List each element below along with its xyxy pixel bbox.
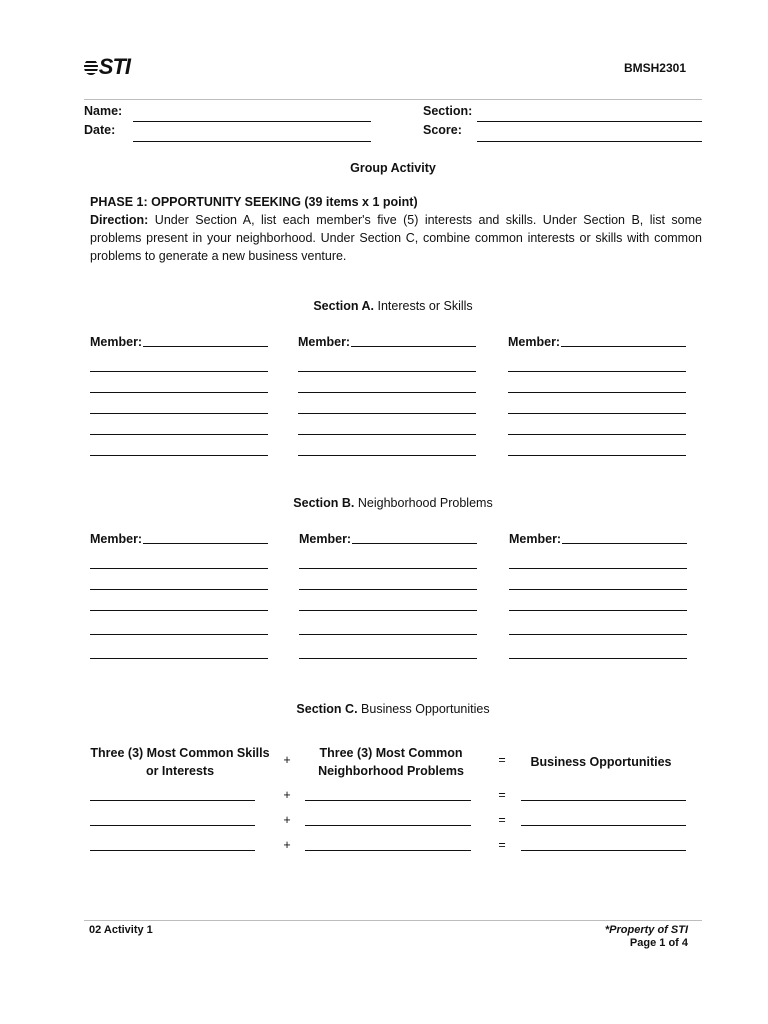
- section-field[interactable]: [477, 121, 702, 122]
- section-a-entry-line[interactable]: [298, 371, 476, 372]
- logo-text: STI: [98, 54, 130, 79]
- member-label: Member:: [90, 335, 143, 349]
- section-a-entry-line[interactable]: [508, 413, 686, 414]
- section-a-entry-line[interactable]: [90, 392, 268, 393]
- section-a-entry-line[interactable]: [298, 434, 476, 435]
- skills-answer-line[interactable]: [90, 825, 255, 826]
- course-code: BMSH2301: [623, 61, 686, 75]
- section-label: Section:: [423, 104, 473, 118]
- opportunity-answer-line[interactable]: [521, 850, 686, 851]
- member-label: Member:: [509, 532, 562, 546]
- section-b-entry-line[interactable]: [90, 658, 268, 659]
- section-b-entry-line[interactable]: [509, 568, 687, 569]
- globe-icon: [84, 59, 98, 75]
- problems-answer-line[interactable]: [305, 850, 471, 851]
- plus-sign: +: [283, 788, 291, 802]
- section-a-entry-line[interactable]: [90, 371, 268, 372]
- section-a-entry-line[interactable]: [90, 413, 268, 414]
- direction-label: Direction:: [90, 213, 149, 227]
- section-b-name: Neighborhood Problems: [357, 496, 493, 510]
- col-problems-heading: Three (3) Most Common Neighborhood Problems: [318, 746, 464, 778]
- sti-logo: [84, 55, 130, 79]
- opportunity-answer-line[interactable]: [521, 825, 686, 826]
- footer-page-number: Page 1 of 4: [629, 937, 688, 949]
- section-a-member-2: [298, 334, 476, 349]
- section-b-entry-line[interactable]: [299, 610, 477, 611]
- section-a-title: [84, 299, 702, 313]
- name-field[interactable]: [133, 121, 371, 122]
- plus-sign: +: [283, 813, 291, 827]
- section-c-title: [84, 702, 702, 716]
- score-field[interactable]: [477, 141, 702, 142]
- section-b-entry-line[interactable]: [90, 568, 268, 569]
- opportunity-answer-line[interactable]: [521, 800, 686, 801]
- section-b-label: Section B.: [293, 496, 355, 510]
- member-name-field[interactable]: [352, 531, 477, 544]
- section-b-entry-line[interactable]: [509, 658, 687, 659]
- page-title: Group Activity: [350, 161, 436, 175]
- problems-answer-line[interactable]: [305, 800, 471, 801]
- member-name-field[interactable]: [562, 531, 687, 544]
- plus-sign: +: [283, 753, 291, 767]
- section-a-entry-line[interactable]: [508, 455, 686, 456]
- section-b-entry-line[interactable]: [90, 589, 268, 590]
- section-a-entry-line[interactable]: [508, 371, 686, 372]
- section-b-member-2: [299, 531, 477, 546]
- equals-sign: =: [498, 753, 506, 767]
- equals-sign: =: [498, 813, 506, 827]
- date-field[interactable]: [133, 141, 371, 142]
- member-label: Member:: [299, 532, 352, 546]
- score-label: Score:: [423, 123, 462, 137]
- section-a-entry-line[interactable]: [298, 455, 476, 456]
- section-b-entry-line[interactable]: [509, 610, 687, 611]
- problems-answer-line[interactable]: [305, 825, 471, 826]
- skills-answer-line[interactable]: [90, 850, 255, 851]
- section-b-member-1: [90, 531, 268, 546]
- section-a-entry-line[interactable]: [298, 392, 476, 393]
- member-name-field[interactable]: [351, 334, 476, 347]
- footer-divider: [84, 920, 702, 921]
- section-a-entry-line[interactable]: [298, 413, 476, 414]
- section-a-member-1: [90, 334, 268, 349]
- skills-answer-line[interactable]: [90, 800, 255, 801]
- col-skills-heading: Three (3) Most Common Skills or Interests: [90, 746, 270, 778]
- section-a-member-3: [508, 334, 686, 349]
- section-b-member-3: [509, 531, 687, 546]
- member-label: Member:: [90, 532, 143, 546]
- direction-text: Under Section A, list each member's five (5) interests and skills. Under Section B, list some problems present in your neighborhood. Under Section C, combine common interests or skills with common problems to generate a new business venture.: [90, 213, 702, 263]
- member-name-field[interactable]: [143, 334, 268, 347]
- header-divider: [84, 99, 702, 100]
- member-name-field[interactable]: [143, 531, 268, 544]
- section-a-name: Interests or Skills: [377, 299, 473, 313]
- phase-heading: PHASE 1: OPPORTUNITY SEEKING (39 items x 1 point): [90, 195, 418, 209]
- section-b-entry-line[interactable]: [90, 634, 268, 635]
- section-a-entry-line[interactable]: [508, 392, 686, 393]
- date-label: Date:: [84, 123, 116, 137]
- section-a-entry-line[interactable]: [90, 434, 268, 435]
- section-c-name: Business Opportunities: [361, 702, 490, 716]
- section-b-entry-line[interactable]: [509, 589, 687, 590]
- section-b-entry-line[interactable]: [90, 610, 268, 611]
- direction-paragraph: [90, 211, 702, 265]
- equals-sign: =: [498, 788, 506, 802]
- section-a-entry-line[interactable]: [508, 434, 686, 435]
- footer-property: [605, 924, 688, 936]
- section-c-label: Section C.: [296, 702, 358, 716]
- section-a-entry-line[interactable]: [90, 455, 268, 456]
- plus-sign: +: [283, 838, 291, 852]
- member-name-field[interactable]: [561, 334, 686, 347]
- section-b-entry-line[interactable]: [299, 658, 477, 659]
- section-b-entry-line[interactable]: [299, 568, 477, 569]
- section-b-entry-line[interactable]: [299, 589, 477, 590]
- member-label: Member:: [298, 335, 351, 349]
- member-label: Member:: [508, 335, 561, 349]
- equals-sign: =: [498, 838, 506, 852]
- section-b-entry-line[interactable]: [299, 634, 477, 635]
- property-text: *Property of STI: [604, 924, 688, 936]
- col-opportunities-heading: Business Opportunities: [530, 755, 672, 769]
- name-label: Name:: [84, 104, 123, 118]
- section-b-entry-line[interactable]: [509, 634, 687, 635]
- section-a-label: Section A.: [313, 299, 374, 313]
- footer-activity: 02 Activity 1: [89, 924, 153, 936]
- section-b-title: [84, 496, 702, 510]
